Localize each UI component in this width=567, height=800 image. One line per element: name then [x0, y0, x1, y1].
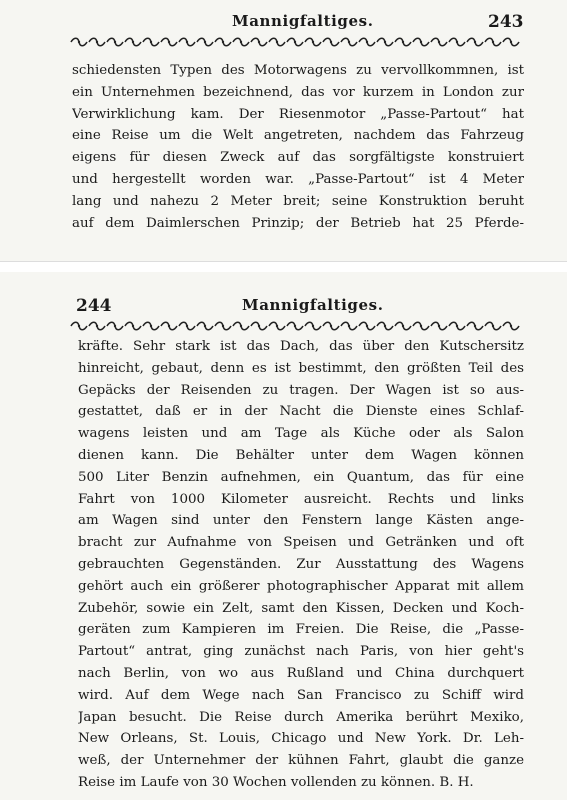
page-gap — [0, 262, 567, 272]
text-line: Partout“ antrat, ging zunächst nach Paris, von hier geht's — [78, 644, 524, 660]
text-line: Japan besucht. Die Reise durch Amerika berührt Mexiko, — [78, 709, 524, 725]
page-header — [0, 12, 567, 34]
body-text — [72, 60, 524, 234]
text-line: geräten zum Kampieren im Freien. Die Reise, die „Passe- — [78, 622, 524, 638]
text-line: wird. Auf dem Wege nach San Francisco zu Schiff wird — [78, 687, 524, 703]
text-line-signature: Reise im Laufe von 30 Wochen vollenden zu können. B. H. — [78, 774, 474, 790]
text-line: eine Reise um die Welt angetreten, nachdem das Fahrzeug — [72, 128, 524, 144]
text-line: 500 Liter Benzin aufnehmen, ein Quantum, das für eine — [78, 469, 524, 485]
scroll-border-ornament-icon — [70, 320, 520, 332]
text-line: lang und nahezu 2 Meter breit; seine Konstruktion beruht — [72, 193, 524, 209]
text-line: Verwirklichung kam. Der Riesenmotor „Passe-Partout“ hat — [72, 106, 524, 122]
running-title: Mannigfaltiges. — [232, 12, 374, 30]
text-line: gebrauchten Gegenständen. Zur Ausstattung des Wagens — [78, 556, 524, 572]
running-title: Mannigfaltiges. — [242, 296, 384, 314]
text-line: nach Berlin, von wo aus Rußland und China durchquert — [78, 665, 524, 681]
page-243 — [0, 0, 567, 262]
text-line: gehört auch ein größerer photographischer Apparat mit allem — [78, 578, 524, 594]
page-244 — [0, 272, 567, 800]
text-line: Zubehör, sowie ein Zelt, samt den Kissen, Decken und Koch- — [78, 600, 524, 616]
page-number: 243 — [488, 12, 524, 32]
text-line: wagens leisten und am Tage als Küche oder als Salon — [78, 426, 524, 442]
text-line: Fahrt von 1000 Kilometer ausreicht. Rechts und links — [78, 491, 524, 507]
text-line: weß, der Unternehmer der kühnen Fahrt, glaubt die ganze — [78, 753, 524, 769]
page-number: 244 — [76, 296, 112, 316]
text-line: dienen kann. Die Behälter unter dem Wagen können — [78, 447, 524, 463]
text-line: hinreicht, gebaut, denn es ist bestimmt, den größten Teil des — [78, 360, 524, 376]
text-line: eigens für diesen Zweck auf das sorgfältigste konstruiert — [72, 150, 524, 166]
text-line: New Orleans, St. Louis, Chicago und New York. Dr. Leh- — [78, 731, 524, 747]
text-line: bracht zur Aufnahme von Speisen und Getränken und oft — [78, 535, 524, 551]
scroll-border-ornament-icon — [70, 36, 520, 48]
body-text — [78, 336, 524, 794]
text-line: auf dem Daimlerschen Prinzip; der Betrieb hat 25 Pferde- — [72, 215, 524, 231]
text-line: Gepäcks der Reisenden zu tragen. Der Wagen ist so aus- — [78, 382, 524, 398]
text-line: und hergestellt worden war. „Passe-Partout“ ist 4 Meter — [72, 171, 524, 187]
text-line: schiedensten Typen des Motorwagens zu vervollkommnen, ist — [72, 63, 524, 78]
text-line: am Wagen sind unter den Fenstern lange Kästen ange- — [78, 513, 524, 529]
text-line: gestattet, daß er in der Nacht die Dienste eines Schlaf- — [78, 404, 524, 420]
page-header — [0, 296, 567, 318]
text-line: kräfte. Sehr stark ist das Dach, das über den Kutschersitz — [78, 339, 524, 354]
text-line: ein Unternehmen bezeichnend, das vor kurzem in London zur — [72, 84, 524, 100]
